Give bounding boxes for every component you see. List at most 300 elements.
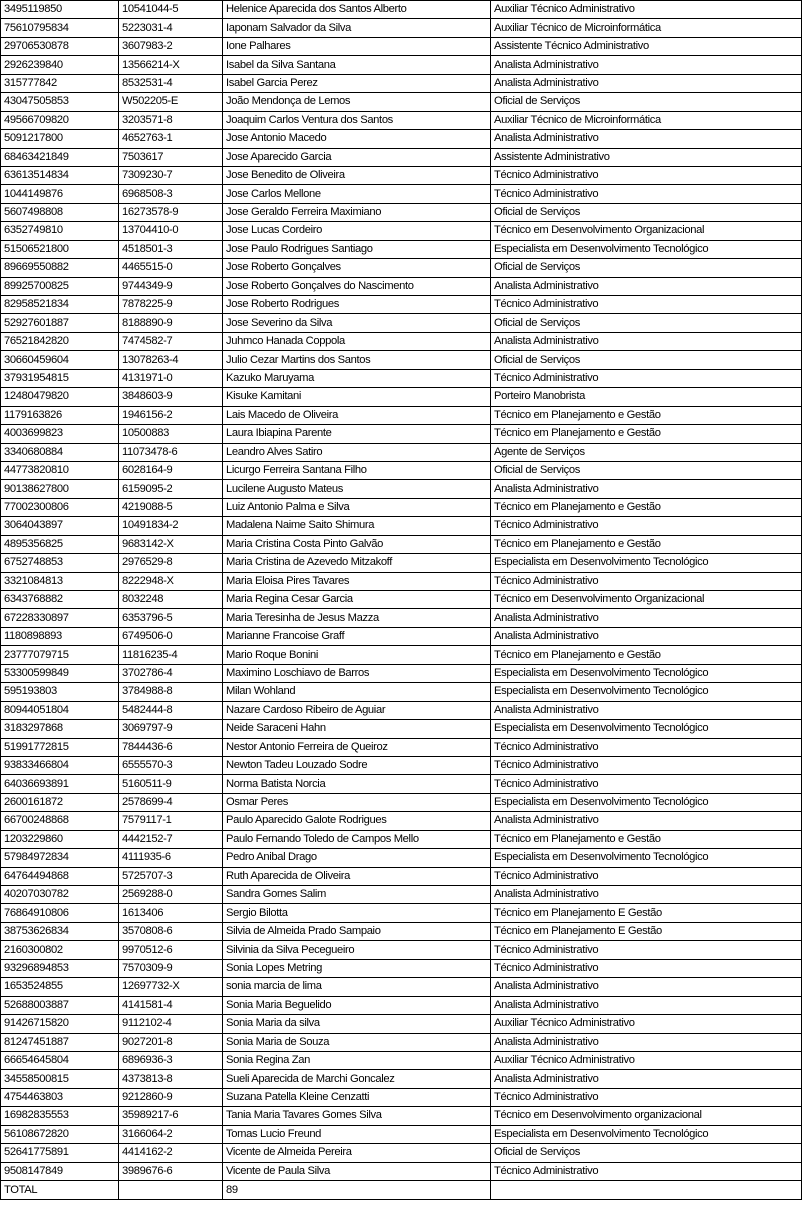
table-row — [1, 738, 802, 756]
cpf-cell: 93833466804 — [1, 756, 119, 774]
name-cell: Sonia Maria Beguelido — [223, 996, 491, 1014]
name-cell: Licurgo Ferreira Santana Filho — [223, 461, 491, 479]
cpf-cell: 1044149876 — [1, 185, 119, 203]
rg-cell: 1613406 — [119, 904, 223, 922]
name-cell: Silvinia da Silva Pecegueiro — [223, 941, 491, 959]
role-cell: Técnico em Planejamento e Gestão — [491, 425, 802, 443]
cpf-cell: 1653524855 — [1, 978, 119, 996]
name-cell: Marianne Francoise Graff — [223, 627, 491, 645]
cpf-cell: 2600161872 — [1, 793, 119, 811]
cpf-cell: 1179163826 — [1, 406, 119, 424]
rg-cell: 3702786-4 — [119, 664, 223, 682]
table-row — [1, 904, 802, 922]
table-row — [1, 277, 802, 295]
table-row — [1, 388, 802, 406]
role-cell: Analista Administrativo — [491, 996, 802, 1014]
role-cell: Técnico Administrativo — [491, 959, 802, 977]
role-cell: Oficial de Serviços — [491, 351, 802, 369]
rg-cell: 6028164-9 — [119, 461, 223, 479]
cpf-cell: 82958521834 — [1, 296, 119, 314]
table-row — [1, 185, 802, 203]
role-cell: Auxiliar Técnico Administrativo — [491, 1, 802, 19]
role-cell: Técnico em Planejamento e Gestão — [491, 498, 802, 516]
table-row — [1, 461, 802, 479]
role-cell: Especialista em Desenvolvimento Tecnológico — [491, 793, 802, 811]
rg-cell: 3607983-2 — [119, 37, 223, 55]
role-cell: Analista Administrativo — [491, 74, 802, 92]
cpf-cell: 51991772815 — [1, 738, 119, 756]
rg-cell: 6555570-3 — [119, 756, 223, 774]
cpf-cell: 9508147849 — [1, 1162, 119, 1180]
name-cell: Leandro Alves Satiro — [223, 443, 491, 461]
role-cell: Técnico Administrativo — [491, 572, 802, 590]
rg-cell: 3166064-2 — [119, 1125, 223, 1143]
rg-cell: 6353796-5 — [119, 609, 223, 627]
rg-cell: 3989676-6 — [119, 1162, 223, 1180]
rg-cell: 4219088-5 — [119, 498, 223, 516]
role-cell: Analista Administrativo — [491, 812, 802, 830]
table-row — [1, 259, 802, 277]
table-row — [1, 332, 802, 350]
name-cell: Jose Lucas Cordeiro — [223, 222, 491, 240]
name-cell: Maria Cristina Costa Pinto Galvão — [223, 535, 491, 553]
rg-cell: 7844436-6 — [119, 738, 223, 756]
rg-cell: 4373813-8 — [119, 1070, 223, 1088]
table-row — [1, 554, 802, 572]
role-cell: Técnico em Desenvolvimento Organizacional — [491, 222, 802, 240]
cpf-cell: 49566709820 — [1, 111, 119, 129]
name-cell: Maria Eloisa Pires Tavares — [223, 572, 491, 590]
role-cell: Assistente Administrativo — [491, 148, 802, 166]
role-cell: Técnico em Planejamento e Gestão — [491, 535, 802, 553]
table-row — [1, 37, 802, 55]
table-row — [1, 203, 802, 221]
role-cell: Técnico Administrativo — [491, 369, 802, 387]
rg-cell: 9212860-9 — [119, 1088, 223, 1106]
cpf-cell: 43047505853 — [1, 93, 119, 111]
rg-cell: 4465515-0 — [119, 259, 223, 277]
table-row — [1, 314, 802, 332]
name-cell: Sonia Lopes Metring — [223, 959, 491, 977]
cpf-cell: 89669550882 — [1, 259, 119, 277]
table-row — [1, 480, 802, 498]
name-cell: Lais Macedo de Oliveira — [223, 406, 491, 424]
table-row — [1, 111, 802, 129]
table-row — [1, 1088, 802, 1106]
table-row — [1, 93, 802, 111]
rg-cell: 1946156-2 — [119, 406, 223, 424]
cpf-cell: 4003699823 — [1, 425, 119, 443]
role-cell: Técnico Administrativo — [491, 1162, 802, 1180]
rg-cell: 7579117-1 — [119, 812, 223, 830]
role-cell: Técnico Administrativo — [491, 185, 802, 203]
role-cell: Porteiro Manobrista — [491, 388, 802, 406]
rg-cell: 4141581-4 — [119, 996, 223, 1014]
name-cell: Jose Aparecido Garcia — [223, 148, 491, 166]
name-cell: Mario Roque Bonini — [223, 646, 491, 664]
role-cell: Técnico Administrativo — [491, 296, 802, 314]
cpf-cell: 67228330897 — [1, 609, 119, 627]
cpf-cell: 38753626834 — [1, 922, 119, 940]
rg-cell: 6749506-0 — [119, 627, 223, 645]
name-cell: Jose Severino da Silva — [223, 314, 491, 332]
name-cell: Jose Paulo Rodrigues Santiago — [223, 240, 491, 258]
name-cell: Lucilene Augusto Mateus — [223, 480, 491, 498]
cpf-cell: 80944051804 — [1, 701, 119, 719]
cpf-cell: 6352749810 — [1, 222, 119, 240]
table-row — [1, 1015, 802, 1033]
cpf-cell: 52688003887 — [1, 996, 119, 1014]
role-cell: Analista Administrativo — [491, 1070, 802, 1088]
role-cell: Técnico em Planejamento e Gestão — [491, 646, 802, 664]
table-row — [1, 609, 802, 627]
cpf-cell: 4895356825 — [1, 535, 119, 553]
name-cell: Joaquim Carlos Ventura dos Santos — [223, 111, 491, 129]
table-row — [1, 959, 802, 977]
cpf-cell: 90138627800 — [1, 480, 119, 498]
name-cell: Vicente de Almeida Pereira — [223, 1144, 491, 1162]
cpf-cell: 81247451887 — [1, 1033, 119, 1051]
cpf-cell: 3340680884 — [1, 443, 119, 461]
table-row — [1, 756, 802, 774]
name-cell: Paulo Fernando Toledo de Campos Mello — [223, 830, 491, 848]
rg-cell: 4111935-6 — [119, 849, 223, 867]
cpf-cell: 3321084813 — [1, 572, 119, 590]
table-row — [1, 922, 802, 940]
role-cell: Auxiliar Técnico de Microinformática — [491, 111, 802, 129]
table-row — [1, 664, 802, 682]
table-row — [1, 1070, 802, 1088]
name-cell: Paulo Aparecido Galote Rodrigues — [223, 812, 491, 830]
role-cell: Técnico Administrativo — [491, 1088, 802, 1106]
role-cell: Analista Administrativo — [491, 609, 802, 627]
rg-cell: 2578699-4 — [119, 793, 223, 811]
table-row — [1, 591, 802, 609]
table-row — [1, 1033, 802, 1051]
rg-cell: 6159095-2 — [119, 480, 223, 498]
table-row — [1, 130, 802, 148]
rg-cell: 4442152-7 — [119, 830, 223, 848]
rg-cell: 3848603-9 — [119, 388, 223, 406]
rg-cell: 5482444-8 — [119, 701, 223, 719]
name-cell: Ruth Aparecida de Oliveira — [223, 867, 491, 885]
role-cell: Analista Administrativo — [491, 701, 802, 719]
rg-cell: 4414162-2 — [119, 1144, 223, 1162]
cpf-cell: 1180898893 — [1, 627, 119, 645]
rg-cell: W502205-E — [119, 93, 223, 111]
table-row — [1, 19, 802, 37]
name-cell: sonia marcia de lima — [223, 978, 491, 996]
table-row — [1, 498, 802, 516]
name-cell: Nestor Antonio Ferreira de Queiroz — [223, 738, 491, 756]
table-row — [1, 166, 802, 184]
table-row — [1, 996, 802, 1014]
rg-cell: 10500883 — [119, 425, 223, 443]
name-cell: Julio Cezar Martins dos Santos — [223, 351, 491, 369]
table-row — [1, 74, 802, 92]
rg-cell: 2976529-8 — [119, 554, 223, 572]
role-cell: Técnico Administrativo — [491, 756, 802, 774]
cpf-cell: 6343768882 — [1, 591, 119, 609]
rg-cell: 9970512-6 — [119, 941, 223, 959]
rg-cell: 8222948-X — [119, 572, 223, 590]
table-row — [1, 535, 802, 553]
rg-cell: 3784988-8 — [119, 683, 223, 701]
cpf-cell: 3183297868 — [1, 720, 119, 738]
rg-cell: 7503617 — [119, 148, 223, 166]
name-cell: Maria Teresinha de Jesus Mazza — [223, 609, 491, 627]
role-cell: Especialista em Desenvolvimento Tecnológico — [491, 1125, 802, 1143]
rg-cell: 3203571-8 — [119, 111, 223, 129]
total-empty-cell — [491, 1181, 802, 1200]
role-cell: Técnico Administrativo — [491, 738, 802, 756]
rg-cell: 2569288-0 — [119, 886, 223, 904]
rg-cell: 11816235-4 — [119, 646, 223, 664]
cpf-cell: 53300599849 — [1, 664, 119, 682]
table-row — [1, 867, 802, 885]
name-cell: Madalena Naime Saito Shimura — [223, 517, 491, 535]
role-cell: Oficial de Serviços — [491, 93, 802, 111]
total-label: TOTAL — [1, 1181, 119, 1200]
rg-cell: 3570808-6 — [119, 922, 223, 940]
cpf-cell: 51506521800 — [1, 240, 119, 258]
rg-cell: 5725707-3 — [119, 867, 223, 885]
table-row — [1, 701, 802, 719]
rg-cell: 8032248 — [119, 591, 223, 609]
cpf-cell: 315777842 — [1, 74, 119, 92]
total-row — [1, 1181, 802, 1200]
rg-cell: 9744349-9 — [119, 277, 223, 295]
cpf-cell: 56108672820 — [1, 1125, 119, 1143]
role-cell: Auxiliar Técnico Administrativo — [491, 1051, 802, 1069]
cpf-cell: 4754463803 — [1, 1088, 119, 1106]
name-cell: Pedro Anibal Drago — [223, 849, 491, 867]
role-cell: Técnico Administrativo — [491, 517, 802, 535]
cpf-cell: 30660459604 — [1, 351, 119, 369]
role-cell: Especialista em Desenvolvimento Tecnológico — [491, 664, 802, 682]
name-cell: Jose Geraldo Ferreira Maximiano — [223, 203, 491, 221]
table-row — [1, 517, 802, 535]
cpf-cell: 40207030782 — [1, 886, 119, 904]
table-row — [1, 296, 802, 314]
table-row — [1, 683, 802, 701]
role-cell: Oficial de Serviços — [491, 259, 802, 277]
cpf-cell: 77002300806 — [1, 498, 119, 516]
cpf-cell: 2160300802 — [1, 941, 119, 959]
name-cell: Jose Benedito de Oliveira — [223, 166, 491, 184]
role-cell: Oficial de Serviços — [491, 461, 802, 479]
rg-cell: 6896936-3 — [119, 1051, 223, 1069]
table-row — [1, 1107, 802, 1125]
role-cell: Especialista em Desenvolvimento Tecnológico — [491, 683, 802, 701]
cpf-cell: 91426715820 — [1, 1015, 119, 1033]
rg-cell: 9683142-X — [119, 535, 223, 553]
rg-cell: 9112102-4 — [119, 1015, 223, 1033]
cpf-cell: 5607498808 — [1, 203, 119, 221]
name-cell: Jose Roberto Rodrigues — [223, 296, 491, 314]
role-cell: Analista Administrativo — [491, 130, 802, 148]
cpf-cell: 2926239840 — [1, 56, 119, 74]
cpf-cell: 57984972834 — [1, 849, 119, 867]
table-row — [1, 1, 802, 19]
name-cell: Tania Maria Tavares Gomes Silva — [223, 1107, 491, 1125]
table-row — [1, 1144, 802, 1162]
role-cell: Analista Administrativo — [491, 1033, 802, 1051]
role-cell: Assistente Técnico Administrativo — [491, 37, 802, 55]
table-row — [1, 1051, 802, 1069]
cpf-cell: 29706530878 — [1, 37, 119, 55]
name-cell: Iaponam Salvador da Silva — [223, 19, 491, 37]
table-row — [1, 56, 802, 74]
role-cell: Analista Administrativo — [491, 277, 802, 295]
rg-cell: 8532531-4 — [119, 74, 223, 92]
rg-cell: 9027201-8 — [119, 1033, 223, 1051]
role-cell: Técnico em Desenvolvimento Organizacional — [491, 591, 802, 609]
table-row — [1, 849, 802, 867]
role-cell: Analista Administrativo — [491, 627, 802, 645]
table-row — [1, 627, 802, 645]
table-row — [1, 425, 802, 443]
name-cell: Jose Roberto Gonçalves — [223, 259, 491, 277]
rg-cell: 12697732-X — [119, 978, 223, 996]
name-cell: Sandra Gomes Salim — [223, 886, 491, 904]
name-cell: Juhmco Hanada Coppola — [223, 332, 491, 350]
cpf-cell: 76864910806 — [1, 904, 119, 922]
table-row — [1, 369, 802, 387]
table-row — [1, 978, 802, 996]
staff-table-body — [1, 1, 802, 1181]
name-cell: Suzana Patella Kleine Cenzatti — [223, 1088, 491, 1106]
name-cell: Maria Cristina de Azevedo Mitzakoff — [223, 554, 491, 572]
name-cell: Neide Saraceni Hahn — [223, 720, 491, 738]
rg-cell: 7878225-9 — [119, 296, 223, 314]
role-cell: Analista Administrativo — [491, 978, 802, 996]
name-cell: Isabel Garcia Perez — [223, 74, 491, 92]
table-row — [1, 443, 802, 461]
total-empty-cell — [119, 1181, 223, 1200]
rg-cell: 5223031-4 — [119, 19, 223, 37]
cpf-cell: 3064043897 — [1, 517, 119, 535]
role-cell: Agente de Serviços — [491, 443, 802, 461]
cpf-cell: 93296894853 — [1, 959, 119, 977]
cpf-cell: 16982835553 — [1, 1107, 119, 1125]
table-row — [1, 1125, 802, 1143]
role-cell: Técnico em Planejamento e Gestão — [491, 406, 802, 424]
cpf-cell: 1203229860 — [1, 830, 119, 848]
name-cell: Maximino Loschiavo de Barros — [223, 664, 491, 682]
rg-cell: 7474582-7 — [119, 332, 223, 350]
name-cell: Ione Palhares — [223, 37, 491, 55]
rg-cell: 13704410-0 — [119, 222, 223, 240]
rg-cell: 8188890-9 — [119, 314, 223, 332]
cpf-cell: 64764494868 — [1, 867, 119, 885]
role-cell: Auxiliar Técnico de Microinformática — [491, 19, 802, 37]
role-cell: Técnico em Planejamento E Gestão — [491, 904, 802, 922]
role-cell: Técnico Administrativo — [491, 867, 802, 885]
rg-cell: 7570309-9 — [119, 959, 223, 977]
cpf-cell: 66700248868 — [1, 812, 119, 830]
name-cell: Sueli Aparecida de Marchi Goncalez — [223, 1070, 491, 1088]
table-row — [1, 240, 802, 258]
cpf-cell: 66654645804 — [1, 1051, 119, 1069]
rg-cell: 3069797-9 — [119, 720, 223, 738]
cpf-cell: 75610795834 — [1, 19, 119, 37]
table-row — [1, 720, 802, 738]
rg-cell: 35989217-6 — [119, 1107, 223, 1125]
name-cell: Sergio Bilotta — [223, 904, 491, 922]
role-cell: Técnico Administrativo — [491, 941, 802, 959]
table-row — [1, 793, 802, 811]
rg-cell: 4518501-3 — [119, 240, 223, 258]
cpf-cell: 52927601887 — [1, 314, 119, 332]
role-cell: Auxiliar Técnico Administrativo — [491, 1015, 802, 1033]
table-row — [1, 812, 802, 830]
cpf-cell: 44773820810 — [1, 461, 119, 479]
cpf-cell: 89925700825 — [1, 277, 119, 295]
name-cell: Laura Ibiapina Parente — [223, 425, 491, 443]
rg-cell: 11073478-6 — [119, 443, 223, 461]
name-cell: Helenice Aparecida dos Santos Alberto — [223, 1, 491, 19]
name-cell: Tomas Lucio Freund — [223, 1125, 491, 1143]
role-cell: Analista Administrativo — [491, 332, 802, 350]
role-cell: Oficial de Serviços — [491, 203, 802, 221]
cpf-cell: 63613514834 — [1, 166, 119, 184]
cpf-cell: 37931954815 — [1, 369, 119, 387]
rg-cell: 13566214-X — [119, 56, 223, 74]
table-row — [1, 1162, 802, 1180]
cpf-cell: 68463421849 — [1, 148, 119, 166]
name-cell: Newton Tadeu Louzado Sodre — [223, 756, 491, 774]
name-cell: Milan Wohland — [223, 683, 491, 701]
role-cell: Técnico Administrativo — [491, 166, 802, 184]
role-cell: Especialista em Desenvolvimento Tecnológico — [491, 849, 802, 867]
table-row — [1, 941, 802, 959]
total-count: 89 — [223, 1181, 491, 1200]
name-cell: Jose Roberto Gonçalves do Nascimento — [223, 277, 491, 295]
rg-cell: 16273578-9 — [119, 203, 223, 221]
name-cell: Kazuko Maruyama — [223, 369, 491, 387]
table-row — [1, 775, 802, 793]
name-cell: Silvia de Almeida Prado Sampaio — [223, 922, 491, 940]
name-cell: Jose Antonio Macedo — [223, 130, 491, 148]
rg-cell: 7309230-7 — [119, 166, 223, 184]
name-cell: Norma Batista Norcia — [223, 775, 491, 793]
rg-cell: 4131971-0 — [119, 369, 223, 387]
table-row — [1, 351, 802, 369]
role-cell: Técnico em Desenvolvimento organizacional — [491, 1107, 802, 1125]
name-cell: Jose Carlos Mellone — [223, 185, 491, 203]
table-row — [1, 646, 802, 664]
cpf-cell: 34558500815 — [1, 1070, 119, 1088]
name-cell: Nazare Cardoso Ribeiro de Aguiar — [223, 701, 491, 719]
cpf-cell: 12480479820 — [1, 388, 119, 406]
rg-cell: 10541044-5 — [119, 1, 223, 19]
role-cell: Técnico Administrativo — [491, 775, 802, 793]
name-cell: Luiz Antonio Palma e Silva — [223, 498, 491, 516]
role-cell: Oficial de Serviços — [491, 1144, 802, 1162]
role-cell: Analista Administrativo — [491, 56, 802, 74]
cpf-cell: 6752748853 — [1, 554, 119, 572]
rg-cell: 10491834-2 — [119, 517, 223, 535]
cpf-cell: 5091217800 — [1, 130, 119, 148]
name-cell: Sonia Regina Zan — [223, 1051, 491, 1069]
table-row — [1, 830, 802, 848]
role-cell: Especialista em Desenvolvimento Tecnológico — [491, 554, 802, 572]
cpf-cell: 23777079715 — [1, 646, 119, 664]
table-row — [1, 886, 802, 904]
table-row — [1, 222, 802, 240]
name-cell: João Mendonça de Lemos — [223, 93, 491, 111]
